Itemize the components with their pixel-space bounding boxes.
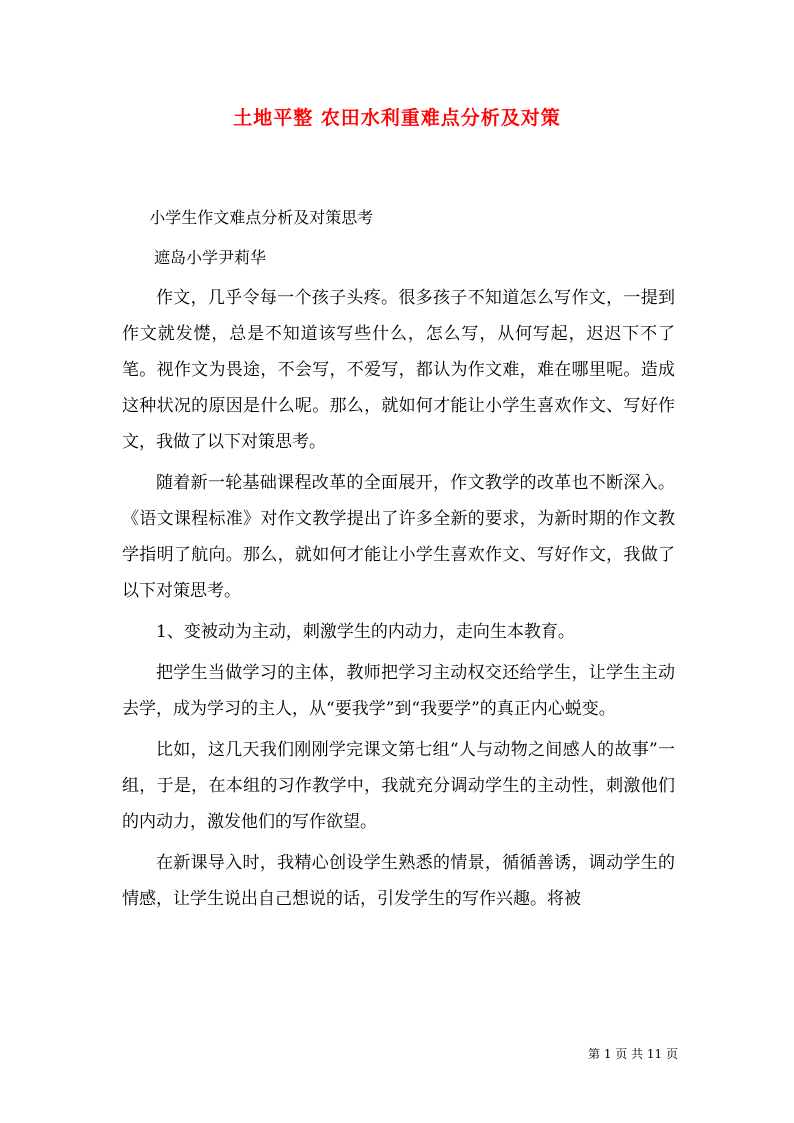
paragraph: 把学生当做学习的主体，教师把学习主动权交还给学生，让学生主动去学，成为学习的主人，从“要我学”到“我要学”的真正内心蜕变。 — [122, 663, 675, 719]
page-title: 土地平整 农田水利重难点分析及对策 — [233, 107, 561, 129]
paragraph: 比如，这几天我们刚刚学完课文第七组“人与动物之间感人的故事”一组，于是，在本组的习作教学中，我就充分调动学生的主动性，刺激他们的内动力，激发他们的写作欲望。 — [122, 740, 675, 832]
paragraph: 在新课导入时，我精心创设学生熟悉的情景，循循善诱，调动学生的情感，让学生说出自己想说的话，引发学生的写作兴趣。将被 — [122, 853, 675, 909]
document-author: 遮岛小学尹莉华 — [154, 248, 267, 267]
paragraph: 随着新一轮基础课程改革的全面展开，作文教学的改革也不断深入。《语文课程标准》对作文教学提出了许多全新的要求，为新时期的作文教学指明了航向。那么，就如何才能让小学生喜欢作文、写好作文，我做了以下对策思考。 — [122, 473, 675, 601]
document-subtitle: 小学生作文难点分析及对策思考 — [149, 208, 374, 227]
paragraph: 1、变被动为主动，刺激学生的内动力，走向生本教育。 — [156, 622, 575, 642]
document-body — [122, 200, 675, 922]
paragraph: 作文，几乎令每一个孩子头疼。很多孩子不知道怎么写作文，一提到作文就发憷，总是不知道该写些什么，怎么写，从何写起，迟迟下不了笔。视作文为畏途，不会写，不爱写，都认为作文难，难在哪里呢。造成这种状况的原因是什么呢。那么，就如何才能让小学生喜欢作文、写好作文，我做了以下对策思考。 — [122, 288, 675, 452]
page-number: 第 1 页 共 11 页 — [588, 1047, 678, 1061]
